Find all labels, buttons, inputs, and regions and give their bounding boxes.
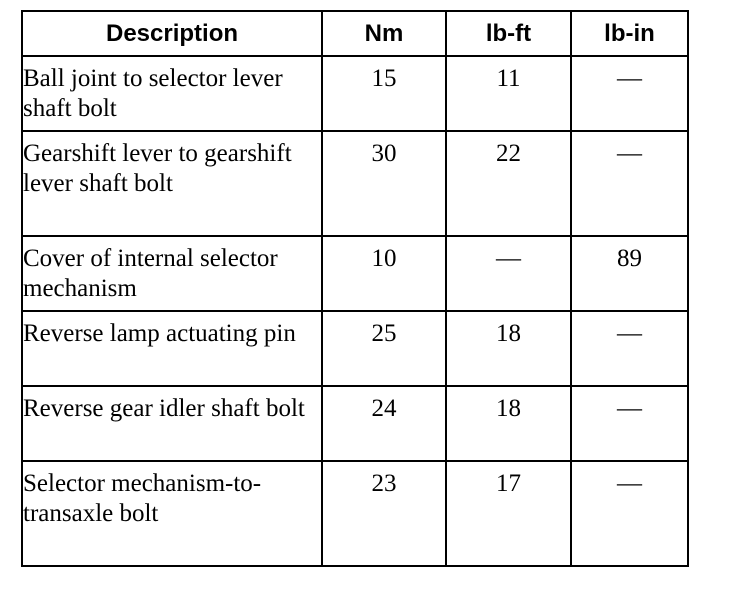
lb-in-cell: — xyxy=(571,131,688,236)
header-lb-ft: lb-ft xyxy=(446,11,571,56)
nm-cell: 24 xyxy=(322,386,446,461)
description-cell: Ball joint to selector lever shaft bolt xyxy=(22,56,322,131)
lb-ft-cell: 22 xyxy=(446,131,571,236)
lb-in-cell: — xyxy=(571,311,688,386)
lb-ft-cell: 18 xyxy=(446,311,571,386)
lb-in-cell: — xyxy=(571,461,688,566)
nm-cell: 30 xyxy=(322,131,446,236)
description-cell: Selector mechanism-to-transaxle bolt xyxy=(22,461,322,566)
nm-cell: 10 xyxy=(322,236,446,311)
header-lb-in: lb-in xyxy=(571,11,688,56)
lb-in-cell: — xyxy=(571,56,688,131)
lb-in-cell: — xyxy=(571,386,688,461)
nm-cell: 25 xyxy=(322,311,446,386)
nm-cell: 15 xyxy=(322,56,446,131)
header-description: Description xyxy=(22,11,322,56)
header-nm: Nm xyxy=(322,11,446,56)
description-cell: Gearshift lever to gearshift lever shaft bolt xyxy=(22,131,322,236)
header-row xyxy=(22,11,688,56)
nm-cell: 23 xyxy=(322,461,446,566)
table-row xyxy=(22,386,688,461)
table-row xyxy=(22,236,688,311)
lb-ft-cell: 11 xyxy=(446,56,571,131)
table-row xyxy=(22,461,688,566)
description-cell: Reverse lamp actuating pin xyxy=(22,311,322,386)
table-row xyxy=(22,56,688,131)
description-cell: Cover of internal selector mechanism xyxy=(22,236,322,311)
table-row xyxy=(22,131,688,236)
lb-ft-cell: 18 xyxy=(446,386,571,461)
lb-ft-cell: — xyxy=(446,236,571,311)
torque-spec-table xyxy=(21,10,689,567)
table-row xyxy=(22,311,688,386)
description-cell: Reverse gear idler shaft bolt xyxy=(22,386,322,461)
lb-in-cell: 89 xyxy=(571,236,688,311)
lb-ft-cell: 17 xyxy=(446,461,571,566)
